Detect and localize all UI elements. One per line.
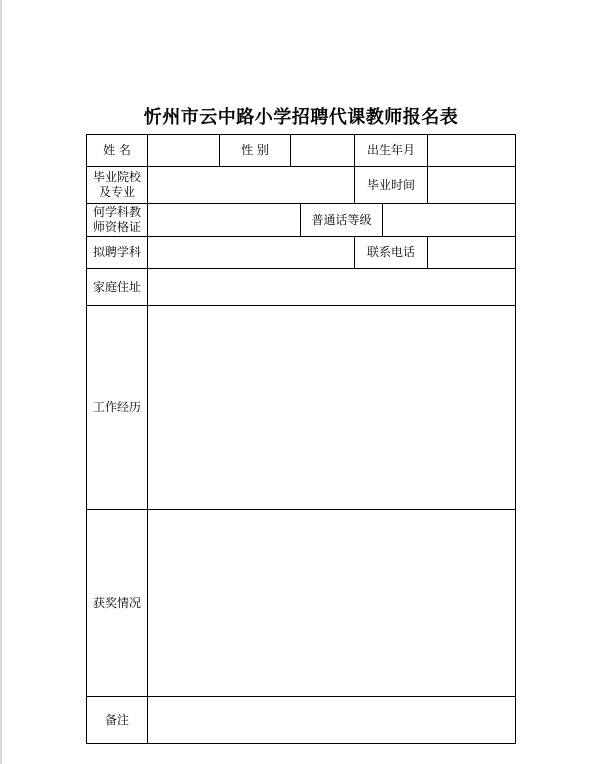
home-address-label: 家庭住址 [92, 279, 141, 294]
awards-field[interactable] [148, 510, 515, 696]
table-border-bottom [86, 743, 516, 744]
table-border-right [515, 134, 516, 744]
name-label: 姓 名 [103, 143, 131, 157]
work-history-field[interactable] [148, 306, 515, 509]
work-history-label: 工作经历 [92, 400, 141, 414]
awards-label: 获奖情况 [92, 595, 141, 610]
registration-form [86, 134, 516, 744]
phone-field[interactable] [428, 237, 515, 268]
gender-field[interactable] [291, 135, 354, 166]
name-field[interactable] [148, 135, 219, 166]
mandarin-level-label: 普通话等级 [311, 212, 372, 227]
gender-label: 性 别 [241, 143, 269, 157]
notes-field[interactable] [148, 697, 515, 743]
phone-label: 联系电话 [366, 245, 415, 259]
notes-label: 备注 [104, 712, 129, 727]
graduation-school-label: 毕业院校 及专业 [92, 170, 141, 199]
graduation-time-field[interactable] [428, 167, 515, 203]
page-title: 忻州市云中路小学招聘代课教师报名表 [143, 107, 459, 128]
birth-date-field[interactable] [428, 135, 515, 166]
birth-date-label: 出生年月 [366, 143, 415, 157]
subject-label: 拟聘学科 [92, 245, 141, 259]
graduation-time-label: 毕业时间 [366, 177, 415, 192]
subject-field[interactable] [148, 237, 354, 268]
graduation-school-field[interactable] [148, 167, 354, 203]
home-address-field[interactable] [148, 269, 515, 305]
mandarin-level-field[interactable] [383, 204, 515, 236]
page-edge [0, 0, 2, 764]
teacher-qualification-field[interactable] [148, 204, 300, 236]
teacher-qualification-label: 何学科教 师资格证 [92, 205, 141, 234]
